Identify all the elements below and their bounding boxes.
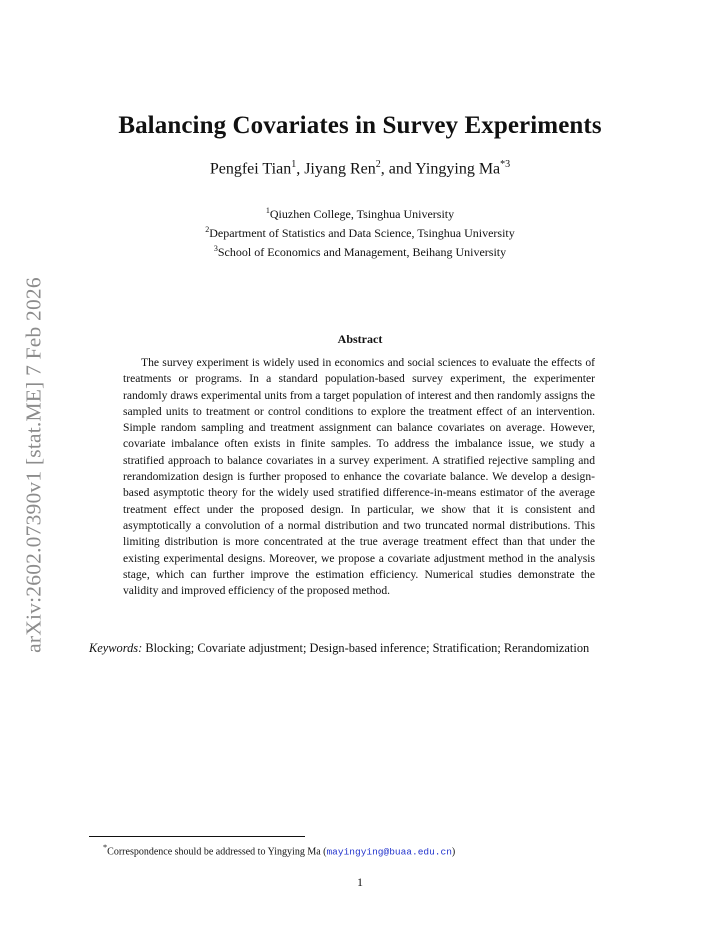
- affiliation-line: [0, 222, 720, 241]
- author-line: [0, 159, 720, 178]
- author-separator: , and: [380, 160, 416, 178]
- paper-title: Balancing Covariates in Survey Experiments: [118, 112, 602, 139]
- affiliation-mark: 1: [265, 206, 270, 215]
- abstract-heading: Abstract: [337, 332, 383, 346]
- keywords-block: [89, 639, 630, 657]
- affiliation-line: [0, 241, 720, 260]
- author-name: Yingying Ma: [415, 160, 501, 178]
- keywords-text: Blocking; Covariate adjustment; Design-based inference; Stratification; Rerandomization: [145, 641, 590, 655]
- correspondence-footnote: [89, 841, 649, 858]
- author-separator: ,: [296, 160, 305, 178]
- author-affil-mark: *3: [500, 159, 511, 170]
- arxiv-identifier: arXiv:2602.07390v1 [stat.ME] 7 Feb 2026: [21, 277, 46, 653]
- footnote-close: ): [451, 846, 456, 858]
- author-affil-mark: 1: [291, 159, 297, 170]
- affiliation-line: [0, 203, 720, 222]
- author-affil-mark: 2: [375, 159, 381, 170]
- abstract-body: The survey experiment is widely used in economics and social sciences to evaluate the effects of treatments or programs. In a standard population-based survey experiment, the experimenter randomly draws experimental units from a target population of interest and then randomly assigns the sampled units to treatment or control conditions to explore the treatment effect of an intervention. Simple random sampling and treatment assignment can balance covariates on average. However, covariate imbalance often exists in finite samples. To address the imbalance issue, we study a stratified approach to balance covariates in a survey experiment. A stratified rejective sampling and rerandomization design is further proposed to enhance the covariate balance. We develop a design-based asymptotic theory for the widely used stratified difference-in-means estimator of the average treatment effect under the proposed design. In particular, we show that it is consistent and asymptotically a convolution of a normal distribution and two truncated normal distributions. This limiting distribution is more concentrated at the true average treatment effect than that under the existing experimental designs. Moreover, we propose a covariate adjustment method in the analysis stage, which can further improve the estimation efficiency. Numerical studies demonstrate the validity and improved efficiency of the proposed method.: [123, 356, 595, 598]
- correspondence-email-link[interactable]: mayingying@buaa.edu.cn: [326, 846, 452, 858]
- footnote-rule: [89, 836, 305, 837]
- footnote-mark: *: [103, 843, 108, 852]
- affiliation-mark: 3: [213, 244, 218, 253]
- affiliation-text: Qiuzhen College, Tsinghua University: [269, 207, 455, 221]
- affiliation-mark: 2: [205, 225, 210, 234]
- keywords-label: Keywords:: [89, 641, 143, 655]
- footnote-text: Correspondence should be addressed to Yingying Ma (: [107, 846, 327, 858]
- affiliations: [0, 203, 720, 260]
- arxiv-sidebar-stamp: [14, 258, 54, 672]
- author-name: Jiyang Ren: [304, 160, 376, 178]
- affiliation-text: Department of Statistics and Data Science, Tsinghua University: [209, 226, 515, 240]
- affiliation-text: School of Economics and Management, Beihang University: [217, 245, 507, 259]
- author-name: Pengfei Tian: [209, 160, 292, 178]
- page-number: 1: [357, 875, 363, 889]
